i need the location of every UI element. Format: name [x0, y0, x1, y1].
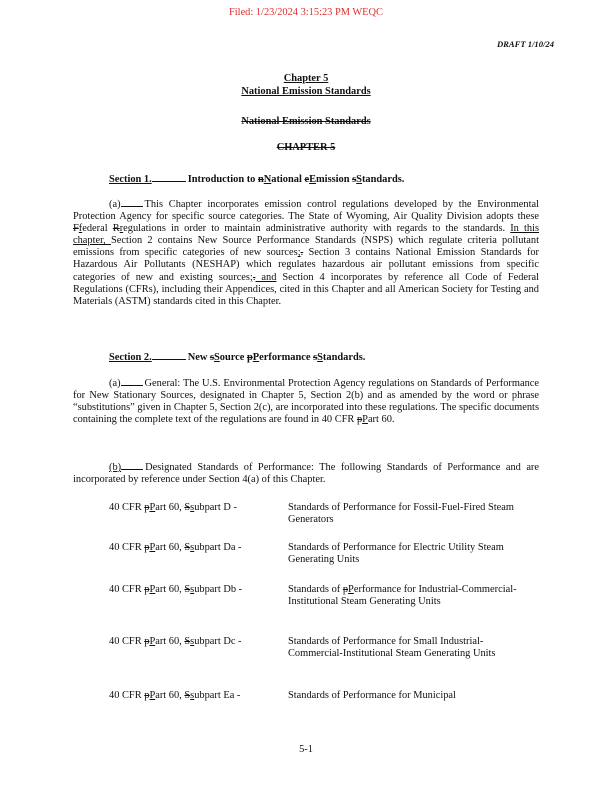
standard-citation: 40 CFR pPart 60, Ssubpart Db - — [109, 584, 243, 595]
page-number: 5-1 — [299, 744, 313, 755]
standard-description: Standards of Performance for Electric Utility Steam Generating Units — [288, 542, 504, 566]
section-1-heading: Section 1. Introduction to nNational eEmission sStandards. — [109, 174, 405, 185]
standard-description: Standards of Performance for Fossil-Fuel-Fired Steam Generators — [288, 502, 514, 526]
standard-description: Standards of Performance for Municipal — [288, 690, 456, 701]
filed-stamp: Filed: 1/23/2024 3:15:23 PM WEQC — [229, 7, 383, 18]
standard-citation: 40 CFR pPart 60, Ssubpart D - — [109, 502, 237, 513]
section-2b-paragraph: (b) Designated Standards of Performance: The following Standards of Performance and are incorporated by reference under Section 4(a) of this Chapter. — [73, 462, 539, 486]
draft-label: DRAFT 1/10/24 — [496, 39, 554, 49]
standard-description: Standards of pPerformance for Industrial-Commercial-Institutional Steam Generating Units — [288, 584, 517, 608]
section-1-paragraph: (a) This Chapter incorporates emission control regulations developed by the Environmental Protection Agency for specific source categories. The State of Wyoming, Air Quality Division adopts these Ffederal Rregulations in order to maintain administrative authority with regards to the standards. In this chapter, Section 2 contains New Source Performance Standards (NSPS) which regulate criteria pollutant emissions from specific categories of new sources;. Section 3 contains National Emission Standards for Hazardous Air Pollutants (NESHAP) which regulates hazardous air pollutant emissions from specific categories of new and existing sources;. and Section 4 incorporates by reference all Code of Federal Regulations (CFRs), including their Appendices, cited in this Chapter and all American Society for Testing and Materials (ASTM) standards cited in this Chapter. — [73, 199, 539, 307]
section-2a-paragraph: (a) General: The U.S. Environmental Protection Agency regulations on Standards of Performance for New Stationary Sources, designated in Chapter 5, Section 2(b) and as amended by the word or phrase “substitutions” given in Chapter 5, Section 2(c), are incorporated into these regulations. The specific documents containing the complete text of the regulations are found in 40 CFR pPart 60. — [73, 378, 539, 426]
standard-citation: 40 CFR pPart 60, Ssubpart Dc - — [109, 636, 242, 647]
section-1-label: Section 1. — [109, 174, 152, 185]
struck-chapter: CHAPTER 5 — [276, 142, 336, 153]
chapter-subtitle: National Emission Standards — [241, 86, 371, 97]
standard-description: Standards of Performance for Small Industrial-Commercial-Institutional Steam Generating Units — [288, 636, 496, 660]
section-2-label: Section 2. — [109, 352, 152, 363]
standard-citation: 40 CFR pPart 60, Ssubpart Da - — [109, 542, 242, 553]
chapter-title: Chapter 5 — [283, 73, 329, 84]
section-2-heading: Section 2. New sSource pPerformance sStandards. — [109, 352, 366, 363]
standard-citation: 40 CFR pPart 60, Ssubpart Ea - — [109, 690, 241, 701]
struck-subtitle: National Emission Standards — [241, 116, 371, 127]
